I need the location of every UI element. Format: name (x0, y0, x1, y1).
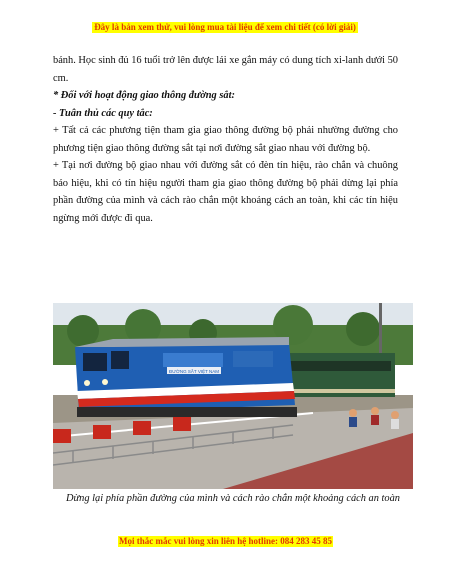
rule-item-signals: + Tại nơi đường bộ giao nhau với đường sắt có đèn tín hiệu, rào chắn và chuông báo hiệu, khi có tín hiệu người tham gia giao thông đường bộ phải dừng lại phía phần đường của mình và cách rào chắn một khoảng cách an toàn, khi các tín hiệu ngừng mới được đi qua. (53, 160, 398, 224)
hotline-notice-banner: Mọi thắc mắc vui lòng xin liên hệ hotline: 084 283 45 85 (119, 536, 333, 546)
document-body (53, 52, 398, 227)
train-crossing-photo (53, 303, 413, 489)
subheading-rules: - Tuân thủ các quy tắc: (53, 107, 153, 119)
section-heading-railway: * Đối với hoạt động giao thông đường sắt: (53, 90, 235, 101)
paragraph-license-age: bánh. Học sinh đủ 16 tuổi trở lên được lái xe gắn máy có dung tích xi-lanh dưới 50 cm. (53, 55, 398, 84)
locomotive-plate-text: ĐƯỜNG SẮT VIỆT NAM (168, 369, 220, 374)
train-crossing-illustration (53, 303, 413, 489)
preview-notice-banner: Đây là bản xem thử, vui lòng mua tài liệu để xem chi tiết (có lời giải) (92, 22, 358, 33)
rule-item-yield: + Tất cả các phương tiện tham gia giao thông đường bộ phải nhường đường cho phương tiện giao thông đường sắt tại nơi đường sắt giao nhau với đường bộ. (53, 125, 398, 154)
photo-caption: Dừng lại phía phần đường của mình và cách rào chắn một khoảng cách an toàn (65, 493, 401, 504)
